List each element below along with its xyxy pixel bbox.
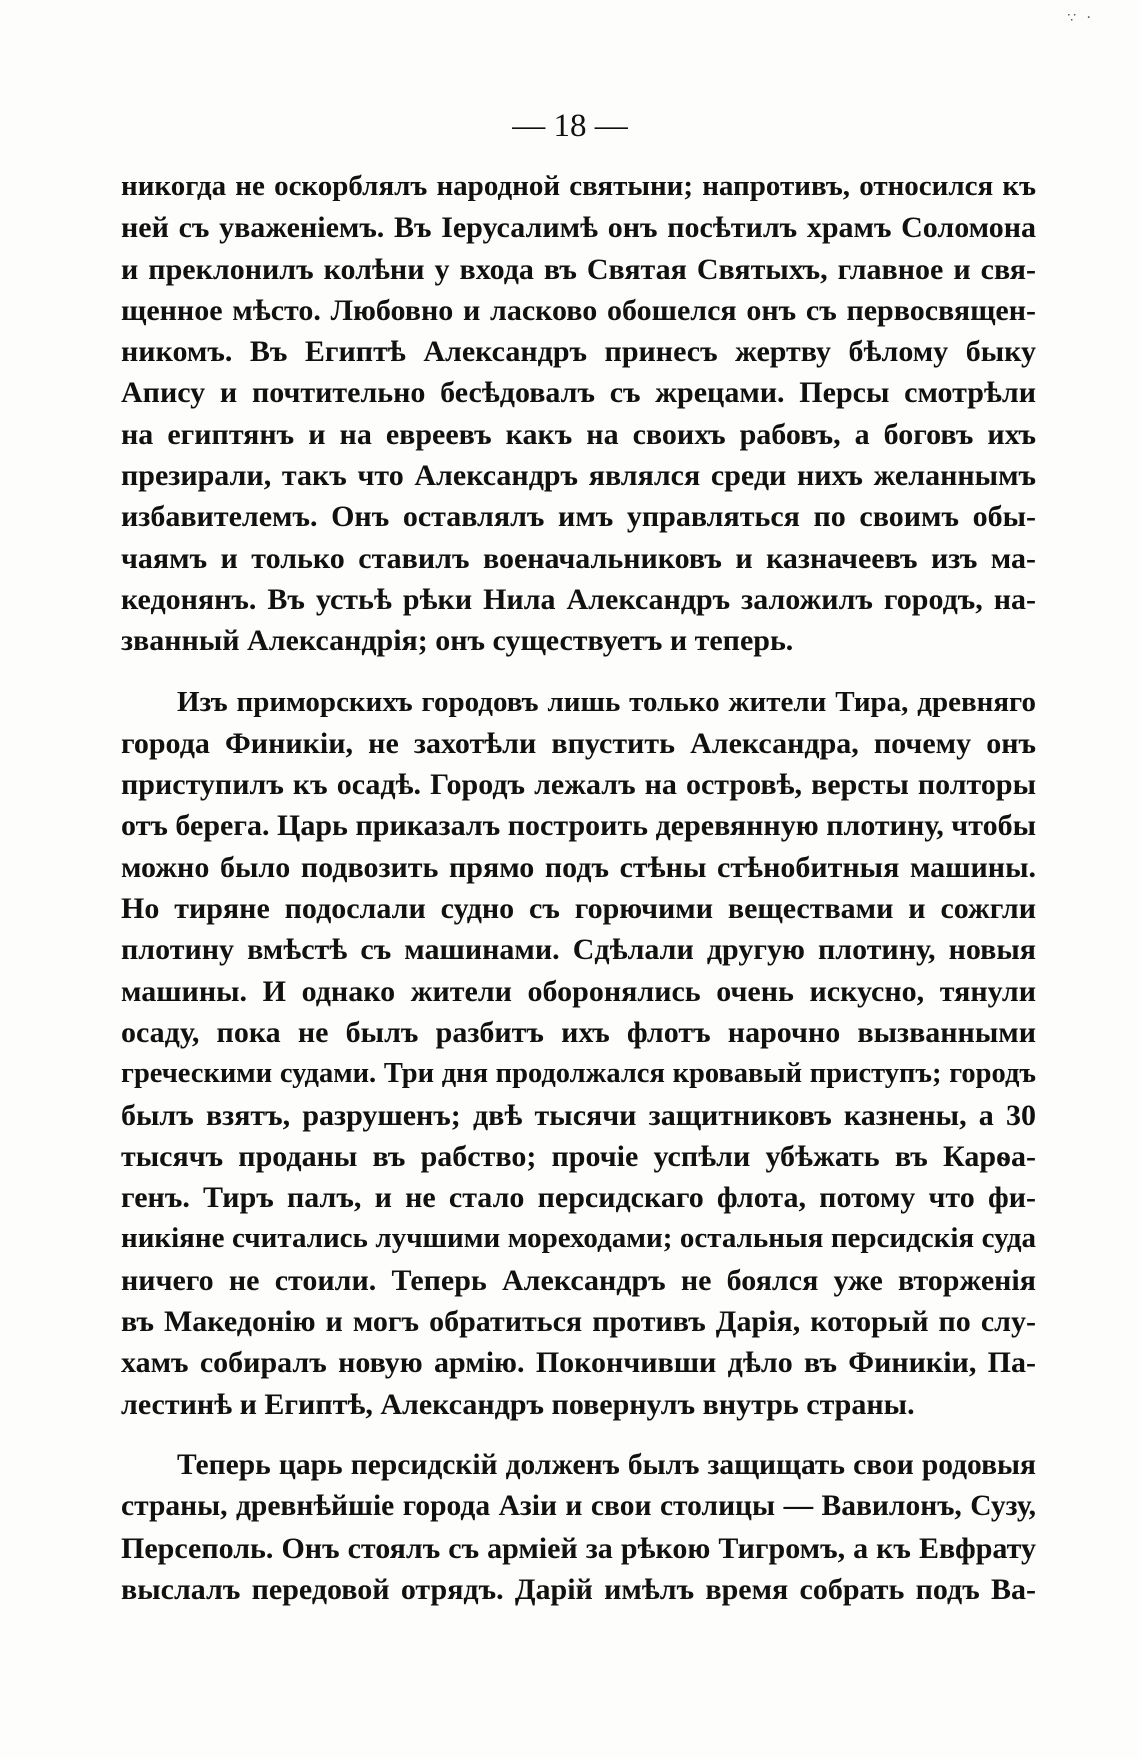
paragraph-2: [121, 682, 1036, 1425]
text-line: тысячъ проданы въ рабство; прочіе успѣли убѣжать въ Карѳа-: [121, 1139, 1036, 1173]
paragraph-3: [121, 1445, 1036, 1610]
text-line: плотину вмѣстѣ съ машинами. Сдѣлали другую плотину, новыя: [121, 933, 1036, 967]
paragraph-1: [121, 166, 1036, 662]
body-text: [121, 166, 1036, 1610]
page-number: — 18 —: [512, 108, 628, 144]
text-line: кедонянъ. Въ устьѣ рѣки Нила Александръ заложилъ городъ, на-: [121, 582, 1036, 616]
text-line: никомъ. Въ Египтѣ Александръ принесъ жертву бѣлому быку: [121, 335, 1036, 369]
text-line: Теперь царь персидскій долженъ былъ защищать свои родовыя: [177, 1448, 1036, 1481]
text-line: въ Македонію и могъ обратиться противъ Дарія, который по слу-: [121, 1305, 1036, 1339]
text-line: хамъ собиралъ новую армію. Покончивши дѣло въ Финикіи, Па-: [121, 1346, 1036, 1380]
text-line: генъ. Тиръ палъ, и не стало персидскаго флота, потому что фи-: [121, 1181, 1036, 1215]
text-line: отъ берега. Царь приказалъ построить деревянную плотину, чтобы: [121, 809, 1036, 843]
text-line: города Финикіи, не захотѣли впустить Александра, почему онъ: [121, 726, 1036, 760]
corner-marks: ∵ ·: [1067, 10, 1094, 26]
text-line: ней съ уваженіемъ. Въ Іерусалимѣ онъ посѣтилъ храмъ Соломона: [121, 211, 1036, 245]
text-line: можно было подвозить прямо подъ стѣны стѣнобитныя машины.: [121, 850, 1036, 884]
text-line: машины. И однако жители оборонялись очень искусно, тянули: [121, 974, 1036, 1008]
text-line: приступилъ къ осадѣ. Городъ лежалъ на островѣ, версты полторы: [121, 768, 1036, 802]
text-line: и преклонилъ колѣни у входа въ Святая Святыхъ, главное и свя-: [121, 252, 1036, 286]
text-line: избавителемъ. Онъ оставлялъ имъ управляться по своимъ обы-: [121, 500, 1036, 534]
text-line: щенное мѣсто. Любовно и ласково обошелся онъ съ первосвящен-: [121, 293, 1036, 327]
text-line: чаямъ и только ставилъ военачальниковъ и казначеевъ изъ ма-: [121, 541, 1036, 575]
text-line: на египтянъ и на евреевъ какъ на своихъ рабовъ, а боговъ ихъ: [121, 417, 1036, 451]
text-line: осаду, пока не былъ разбитъ ихъ флотъ нарочно вызванными: [121, 1015, 1036, 1049]
text-line: никіяне считались лучшими мореходами; остальныя персидскія суда: [121, 1222, 1036, 1255]
text-line: никогда не оскорблялъ народной святыни; напротивъ, относился къ: [121, 170, 1036, 202]
text-line: греческими судами. Три дня продолжался кровавый приступъ; городъ: [121, 1058, 1036, 1090]
text-line: Но тиряне подослали судно съ горючими веществами и сожгли: [121, 892, 1036, 926]
text-line: званный Александрія; онъ существуетъ и теперь.: [121, 624, 794, 658]
text-line: Апису и почтительно бесѣдовалъ съ жрецами. Персы смотрѣли: [121, 376, 1036, 410]
text-line: Персеполь. Онъ стоялъ съ арміей за рѣкою Тигромъ, а къ Евфрату: [121, 1531, 1036, 1565]
text-line: лестинѣ и Египтѣ, Александръ повернулъ внутрь страны.: [121, 1387, 915, 1421]
text-line: ничего не стоили. Теперь Александръ не боялся уже вторженія: [121, 1263, 1036, 1297]
text-line: страны, древнѣйшіе города Азіи и свои столицы — Вавилонъ, Сузу,: [121, 1490, 1036, 1523]
text-line: Изъ приморскихъ городовъ лишь только жители Тира, древняго: [177, 685, 1036, 718]
text-line: презирали, такъ что Александръ являлся среди нихъ желаннымъ: [121, 459, 1036, 493]
text-line: выслалъ передовой отрядъ. Дарій имѣлъ время собрать подъ Ва-: [121, 1572, 1036, 1606]
text-line: былъ взятъ, разрушенъ; двѣ тысячи защитниковъ казнены, а 30: [121, 1098, 1036, 1132]
